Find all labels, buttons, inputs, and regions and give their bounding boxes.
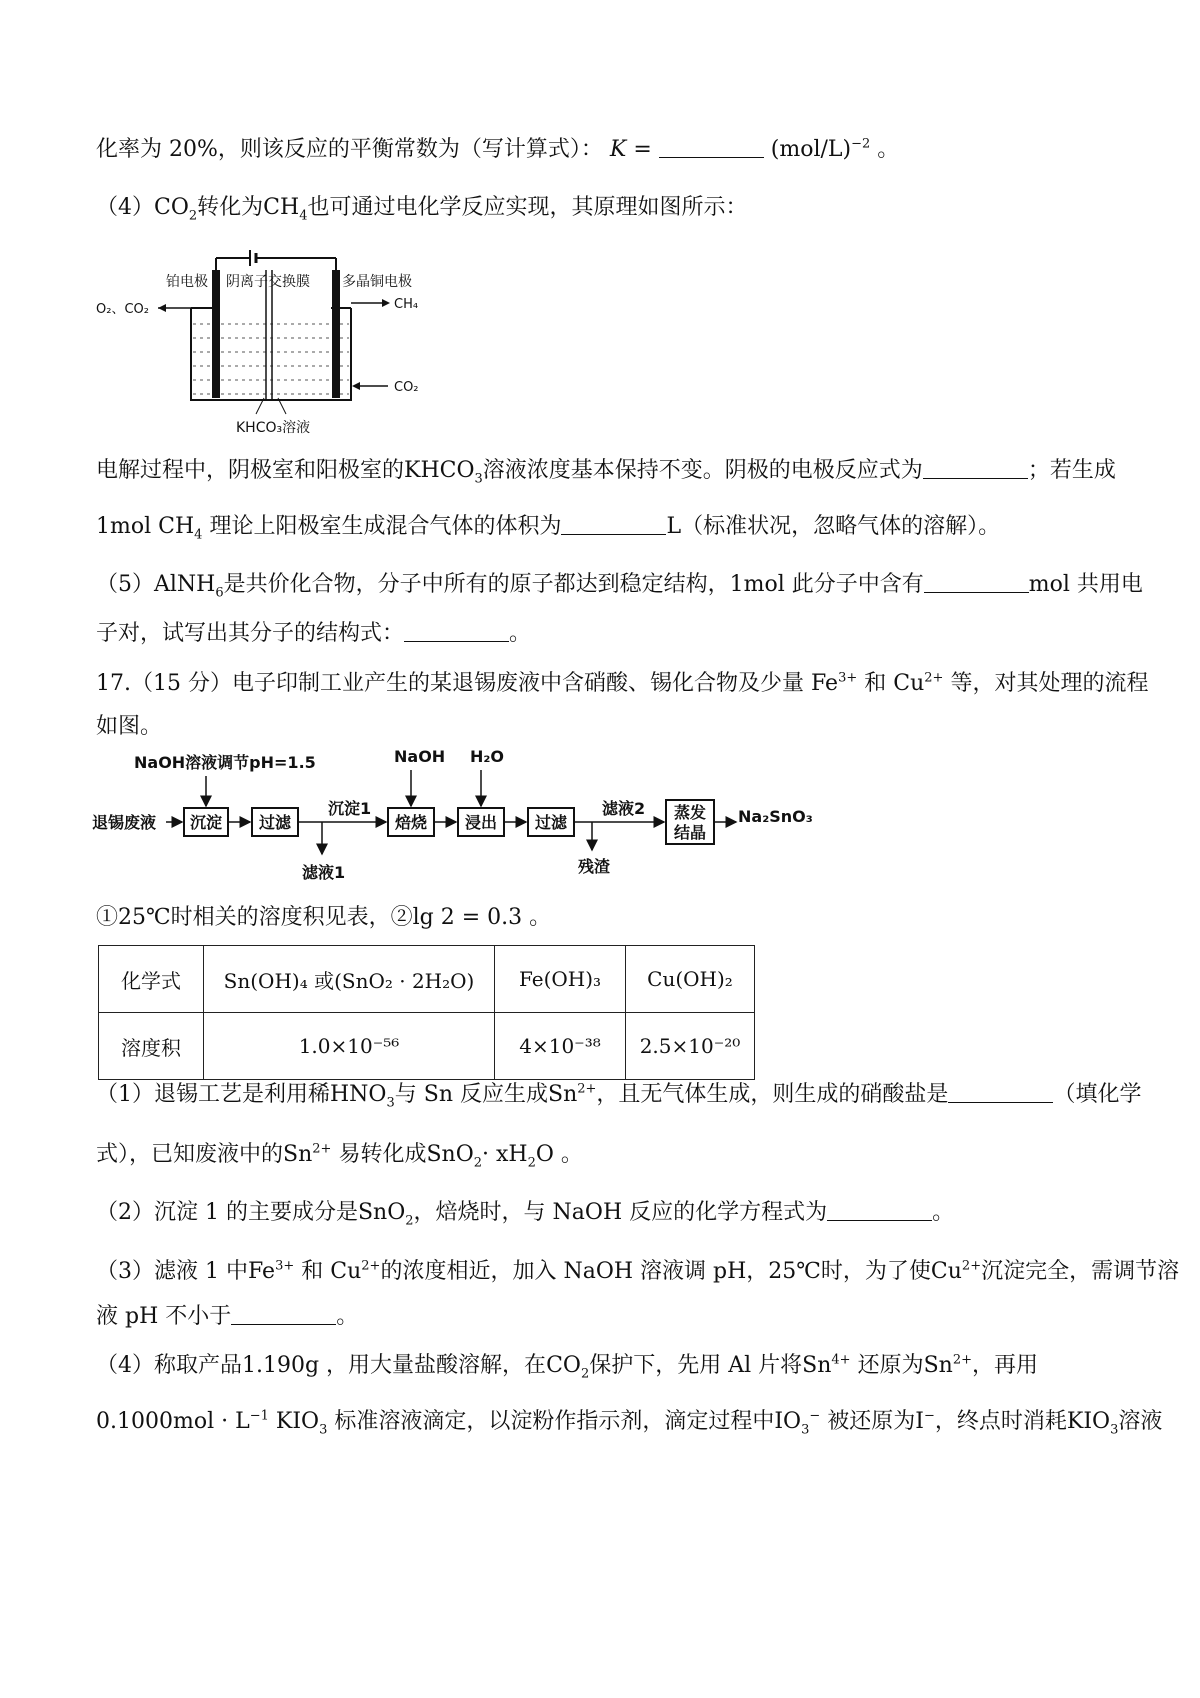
text: 子对，试写出其分子的结构式：: [96, 621, 405, 646]
charge: 2+: [577, 1081, 597, 1097]
h2o-label: H₂O: [470, 747, 504, 766]
sub-question-4-line-2: [96, 1407, 1162, 1437]
charge: 3+: [275, 1258, 295, 1274]
box-leach-label: 浸出: [465, 813, 498, 832]
table-header-cell: Sn(OH)₄ 或(SnO₂ · 2H₂O): [204, 946, 495, 1013]
charge: 2+: [961, 1258, 982, 1274]
formula: KHCO: [404, 458, 475, 483]
ion: Sn: [802, 1353, 832, 1378]
naoh-label: NaOH: [394, 747, 446, 766]
arrow-head: [158, 304, 166, 312]
text: 也可通过电化学反应实现，其原理如图所示：: [307, 195, 748, 220]
text: 电解过程中，阴极室和阳极室的: [96, 458, 405, 483]
ion: Sn: [548, 1082, 578, 1107]
table-row: [99, 946, 755, 1013]
text: 和: [301, 1259, 324, 1284]
filtrate2-label: 滤液2: [602, 799, 646, 818]
pt-electrode: [212, 270, 220, 398]
table-cell: 1.0×10⁻⁵⁶: [204, 1013, 495, 1080]
sub-question-3-line-2: [96, 1302, 358, 1332]
subscript: 2: [473, 1155, 483, 1171]
charge: −: [924, 1408, 935, 1424]
text: L（标准状况，忽略气体的溶解）。: [666, 514, 1001, 539]
text: 。: [932, 1200, 955, 1225]
answer-blank[interactable]: [404, 621, 509, 642]
question-17-line-1: [96, 669, 1148, 699]
answer-blank[interactable]: [231, 1304, 336, 1325]
text: 保护下，先用 Al 片将: [589, 1353, 803, 1378]
unit: (mol/L): [770, 137, 852, 162]
product-label: Na₂SnO₃: [738, 807, 813, 826]
text: 。: [509, 621, 532, 646]
subscript: 2: [405, 1213, 414, 1229]
ion: Cu: [893, 671, 925, 696]
arrow-head: [352, 382, 360, 390]
subscript: 3: [801, 1422, 810, 1438]
pt-electrode-label: 铂电极: [166, 274, 208, 290]
question-4-intro: [96, 193, 748, 223]
start-label: 退锡废液: [92, 813, 157, 832]
process-flowchart: [92, 742, 872, 890]
ion: I: [915, 1409, 924, 1434]
text: 17.（15 分）电子印制工业产生的某退锡废液中含硝酸、锡化合物及少量: [96, 671, 804, 696]
text: ①25℃时相关的溶度积见表，②lg 2 = 0.3 。: [96, 905, 552, 930]
k-symbol: K: [609, 137, 627, 162]
ion: Fe: [810, 671, 839, 696]
subscript: 3: [319, 1422, 328, 1438]
text: 是共价化合物，分子中所有的原子都达到稳定结构，1mol 此分子中含有: [223, 572, 924, 597]
text: 如图。: [96, 714, 163, 739]
table-header-cell: Fe(OH)₃: [495, 946, 626, 1013]
filtrate1-label: 滤液1: [302, 863, 346, 882]
text: 。: [336, 1304, 359, 1329]
exponent: −1: [249, 1408, 269, 1424]
charge: −: [809, 1408, 821, 1424]
ion: Cu: [330, 1259, 362, 1284]
box-roast-label: 焙烧: [395, 813, 428, 832]
text: 还原为: [857, 1353, 924, 1378]
formula: O 。: [535, 1142, 583, 1167]
question-4-text-2: [96, 512, 1000, 542]
right-outlet-label: CH₄: [394, 297, 419, 312]
answer-blank[interactable]: [924, 572, 1029, 593]
text: 化率为 20%，则该反应的平衡常数为（写计算式）：: [96, 137, 603, 162]
box-filter-2-label: 过滤: [535, 813, 568, 832]
charge: 3+: [838, 670, 858, 686]
arrow-head: [382, 299, 390, 307]
subscript: 3: [1110, 1422, 1119, 1438]
answer-blank[interactable]: [948, 1082, 1053, 1103]
text: ，焙烧时，与 NaOH 反应的化学方程式为: [413, 1200, 828, 1225]
text: 理论上阳极室生成混合气体的体积为: [209, 514, 562, 539]
answer-blank[interactable]: [659, 137, 764, 158]
ksp-table: [98, 945, 755, 1080]
text: ；若生成: [1027, 458, 1116, 483]
table-cell: 2.5×10⁻²⁰: [626, 1013, 755, 1080]
ion: Sn: [923, 1353, 953, 1378]
text: 。: [877, 137, 900, 162]
table-cell: 溶度积: [99, 1013, 204, 1080]
residue-label: 残渣: [578, 857, 611, 876]
ion: Fe: [247, 1259, 276, 1284]
ion: IO: [774, 1409, 802, 1434]
formula: 1mol CH: [96, 514, 195, 539]
equals: =: [633, 137, 652, 162]
text: 转化为: [197, 195, 264, 220]
box-evaporate-label-2: 结晶: [674, 823, 707, 842]
subscript: 2: [527, 1155, 536, 1171]
subscript: 3: [386, 1095, 395, 1111]
sub-question-2: [96, 1198, 954, 1228]
box-filter-1-label: 过滤: [259, 813, 292, 832]
text: 等，对其处理的流程: [950, 671, 1149, 696]
exponent: −2: [851, 136, 871, 152]
table-header-cell: 化学式: [99, 946, 204, 1013]
electrolysis-diagram: [96, 238, 456, 438]
box-evaporate-label-1: 蒸发: [674, 803, 707, 822]
text: ，且无气体生成，则生成的硝酸盐是: [596, 1082, 949, 1107]
text: 和: [864, 671, 887, 696]
text: 标准溶液滴定，以淀粉作指示剂，滴定过程中: [334, 1409, 775, 1434]
subscript: 4: [299, 208, 308, 224]
sub-question-3-line-1: [96, 1257, 1179, 1287]
text: （2）沉淀 1 的主要成分是: [96, 1200, 358, 1225]
note-line: [96, 903, 551, 933]
text-line-equilibrium: [96, 135, 899, 165]
table-header-cell: Cu(OH)₂: [626, 946, 755, 1013]
text: ，再用: [972, 1353, 1039, 1378]
charge: 4+: [831, 1352, 851, 1368]
text: 的浓度相近，加入 NaOH 溶液调 pH，25℃时，为了使: [380, 1259, 931, 1284]
text: 溶液浓度基本保持不变。阴极的电极反应式为: [482, 458, 923, 483]
question-5-line-2: [96, 619, 531, 649]
sub-question-1-line-1: [96, 1080, 1141, 1110]
text: （填化学: [1053, 1082, 1142, 1107]
precipitate1-label: 沉淀1: [328, 799, 372, 818]
subscript: 2: [580, 1366, 590, 1382]
table-row: [99, 1013, 755, 1080]
answer-blank[interactable]: [827, 1200, 932, 1221]
text: 易转化成: [338, 1142, 427, 1167]
subscript: 4: [194, 527, 203, 543]
text: （1）退锡工艺是利用稀: [96, 1082, 330, 1107]
table-cell: 4×10⁻³⁸: [495, 1013, 626, 1080]
ion: Sn: [283, 1142, 313, 1167]
box-precipitate-label: 沉淀: [190, 813, 223, 832]
text: （3）滤液 1 中: [96, 1259, 248, 1284]
membrane-label: 阴离子交换膜: [226, 274, 310, 290]
subscript: 3: [474, 471, 483, 487]
text: mol 共用电: [1028, 572, 1143, 597]
solution-label: KHCO₃溶液: [236, 420, 311, 436]
text: 液 pH 不小于: [96, 1304, 232, 1329]
formula: HNO: [330, 1082, 387, 1107]
charge: 2+: [312, 1141, 332, 1157]
formula: · xH: [482, 1142, 528, 1167]
text: 式），已知废液中的: [96, 1142, 284, 1167]
charge: 2+: [952, 1352, 972, 1368]
subscript: 2: [188, 208, 198, 224]
formula: KIO: [1066, 1409, 1111, 1434]
sub-question-1-line-2: [96, 1140, 583, 1170]
right-inlet-label: CO₂: [394, 380, 419, 395]
question-5-line-1: [96, 570, 1143, 600]
answer-blank[interactable]: [923, 458, 1028, 479]
formula: CO: [546, 1353, 581, 1378]
formula: SnO: [357, 1200, 406, 1225]
text: 与 Sn 反应生成: [394, 1082, 548, 1107]
charge: 2+: [361, 1258, 381, 1274]
ion: Cu: [930, 1259, 962, 1284]
formula: CO: [154, 195, 189, 220]
charge: 2+: [924, 670, 944, 686]
naoh-ph-label: NaOH溶液调节pH=1.5: [134, 753, 316, 772]
formula: SnO: [426, 1142, 474, 1167]
text: 沉淀完全，需调节溶: [981, 1259, 1180, 1284]
formula: CH: [263, 195, 300, 220]
cu-electrode-label: 多晶铜电极: [342, 274, 412, 290]
text: ，终点时消耗: [934, 1409, 1067, 1434]
formula: （5）AlNH: [96, 572, 216, 597]
left-outlet-label: O₂、CO₂: [96, 302, 149, 317]
question-number: （4）: [96, 195, 154, 220]
text: （4）称取产品1.190g ，用大量盐酸溶解，在: [96, 1353, 547, 1378]
question-17-line-2: [96, 712, 162, 742]
answer-blank[interactable]: [561, 514, 666, 535]
text: 溶液: [1118, 1409, 1163, 1434]
text: 被还原为: [827, 1409, 916, 1434]
formula: 0.1000mol · L: [96, 1409, 250, 1434]
formula: KIO: [275, 1409, 320, 1434]
cu-electrode: [332, 270, 340, 398]
sub-question-4-line-1: [96, 1351, 1038, 1381]
subscript: 6: [215, 585, 224, 601]
question-4-text-1: [96, 456, 1116, 486]
